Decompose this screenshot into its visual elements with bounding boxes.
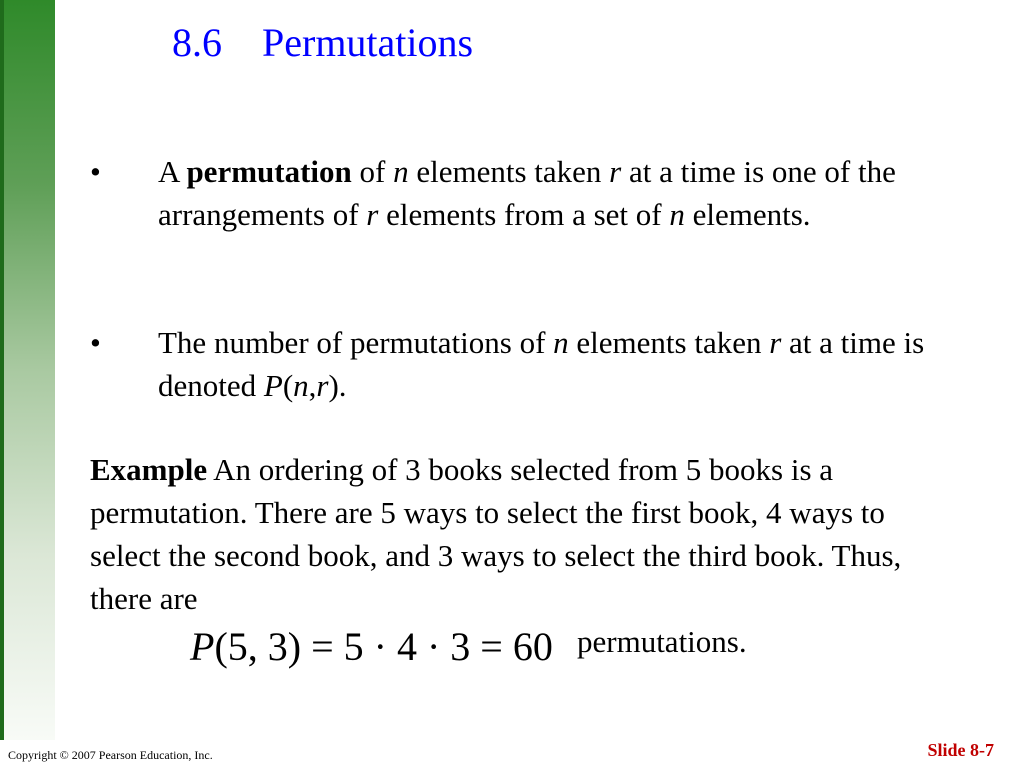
- example-text: An ordering of 3 books selected from 5 books is a permutation. There are 5 ways to select the first book, 4 ways to select the second book, and 3 ways to select the third book. Thus, there are: [90, 452, 902, 616]
- example-label: Example: [90, 452, 208, 487]
- bullet-text: A permutation of n elements taken r at a time is one of the arrangements of r elements from a set of n elements.: [158, 154, 896, 232]
- bullet-icon: •: [90, 154, 101, 189]
- formula-suffix: permutations.: [577, 624, 747, 659]
- bullet-text: The number of permutations of n elements taken r at a time is denoted P(n,r).: [158, 325, 925, 403]
- footer-copyright: Copyright © 2007 Pearson Education, Inc.: [8, 748, 213, 762]
- permutation-formula: P(5, 3) = 5 · 4 · 3 = 60: [190, 624, 553, 669]
- term-permutation: permutation: [186, 154, 352, 189]
- side-accent-edge: [0, 0, 4, 740]
- bullet-icon: •: [90, 325, 101, 360]
- slide-number: Slide 8-7: [927, 740, 994, 760]
- example-paragraph: [90, 448, 950, 620]
- slide-title: 8.6 Permutations: [172, 20, 474, 65]
- side-accent-bar: [0, 0, 55, 740]
